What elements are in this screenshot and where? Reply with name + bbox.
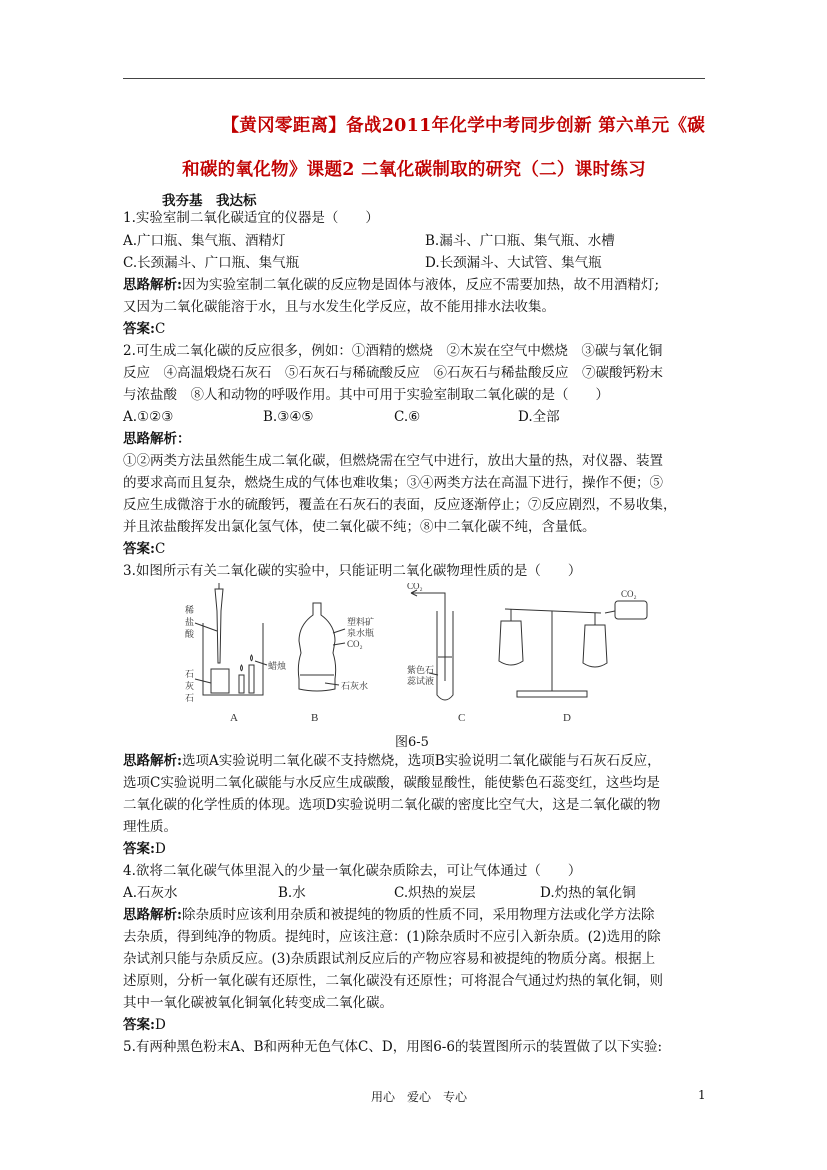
q3-stem: 3.如图所示有关二氧化碳的实验中，只能证明二氧化碳物理性质的是（ ） bbox=[123, 563, 582, 579]
q2-stem-line3: 与浓盐酸 ⑧人和动物的呼吸作用。其中可用于实验室制取二氧化碳的是（ ） bbox=[123, 387, 609, 403]
q4-option-d: D.灼热的氧化铜 bbox=[540, 885, 636, 901]
fig-d-co2: CO₂ bbox=[621, 589, 637, 599]
q2-stem-line2: 反应 ④高温煅烧石灰石 ⑤石灰石与稀硫酸反应 ⑥石灰石与稀盐酸反应 ⑦碳酸钙粉末 bbox=[123, 365, 663, 381]
fig-b-co2: CO₂ bbox=[347, 639, 363, 649]
q1-option-d: D.长颈漏斗、大试管、集气瓶 bbox=[425, 255, 602, 271]
q4-stem: 4.欲将二氧化碳气体里混入的少量一氧化碳杂质除去，可让气体通过（ ） bbox=[123, 863, 582, 879]
apparatus-d bbox=[499, 601, 647, 697]
q1-answer: 答案:C bbox=[123, 321, 166, 337]
q2-option-d: D.全部 bbox=[518, 409, 560, 425]
q3-answer: 答案:D bbox=[123, 841, 166, 857]
fig-label-b: B bbox=[311, 712, 319, 724]
q5-stem: 5.有两种黑色粉末A、B和两种无色气体C、D，用图6-6的装置图所示的装置做了以下实验: bbox=[123, 1039, 662, 1055]
q1-option-a: A.广口瓶、集气瓶、酒精灯 bbox=[123, 233, 286, 249]
figure-caption: 图6-5 bbox=[395, 735, 429, 750]
q1-option-b: B.漏斗、广口瓶、集气瓶、水槽 bbox=[425, 233, 615, 249]
q4-answer: 答案:D bbox=[123, 1017, 166, 1033]
fig-c-co2: CO₂ bbox=[407, 583, 423, 591]
fig-c-label-2: 蕊试液 bbox=[407, 676, 435, 686]
fig-c-label-1: 紫色石 bbox=[407, 665, 435, 675]
analysis-label: 思路解析: bbox=[123, 277, 182, 293]
fig-a-label-3: 酸 bbox=[185, 629, 195, 639]
doc-title-line2: 和碳的氧化物》课题2 二氧化碳制取的研究（二）课时练习 bbox=[182, 160, 646, 180]
q2-stem-line1: 2.可生成二氧化碳的反应很多，例如：①酒精的燃烧 ②木炭在空气中燃烧 ③碳与氧化铜 bbox=[123, 343, 663, 359]
q2-analysis-line2: 的要求高而且复杂，燃烧生成的气体也难收集；③④两类方法在高温下进行，操作不便；⑤ bbox=[123, 475, 663, 491]
q4-option-b: B.水 bbox=[278, 885, 306, 901]
q2-option-b: B.③④⑤ bbox=[263, 409, 314, 425]
q3-analysis-line2: 选项C实验说明二氧化碳能与水反应生成碳酸，碳酸显酸性，能使紫色石蕊变红，这些均是 bbox=[123, 775, 660, 791]
q4-analysis-line2: 去杂质，得到纯净的物质。提纯时，应该注意：(1)除杂质时不应引入新杂质。(2)选用的除 bbox=[123, 929, 661, 945]
q4-option-c: C.炽热的炭层 bbox=[394, 885, 476, 901]
fig-a-label-4: 石 bbox=[185, 669, 195, 679]
fig-a-candle-label: 蜡烛 bbox=[268, 661, 287, 671]
q2-analysis-line3: 反应生成微溶于水的硫酸钙，覆盖在石灰石的表面，反应逐渐停止；⑦反应剧烈，不易收集， bbox=[123, 497, 677, 513]
fig-a-label-2: 盐 bbox=[185, 617, 195, 627]
fig-a-label-5: 灰 bbox=[185, 681, 195, 691]
fig-label-a: A bbox=[230, 712, 238, 724]
section-heading: 我夯基 我达标 bbox=[162, 193, 257, 209]
q4-analysis-line4: 述原则，分析一氧化碳有还原性，二氧化碳没有还原性；可将混合气通过灼热的氧化铜，则 bbox=[123, 973, 663, 989]
footer-motto: 用心 爱心 专心 bbox=[371, 1090, 468, 1104]
fig-label-d: D bbox=[563, 712, 571, 724]
fig-a-label-6: 石 bbox=[185, 693, 195, 703]
fig-label-c: C bbox=[458, 712, 466, 724]
q1-analysis-line1: 思路解析:因为实验室制二氧化碳的反应物是固体与液体，反应不需要加热，故不用酒精灯; bbox=[123, 277, 660, 293]
q2-analysis-line4: 并且浓盐酸挥发出氯化氢气体，使二氧化碳不纯；⑧中二氧化碳不纯，含量低。 bbox=[123, 519, 596, 535]
q4-analysis-line1: 思路解析:除杂质时应该利用杂质和被提纯的物质的性质不同，采用物理方法或化学方法除 bbox=[123, 907, 655, 923]
q2-analysis-label: 思路解析： bbox=[123, 431, 191, 447]
q3-analysis-line1: 思路解析:选项A实验说明二氧化碳不支持燃烧，选项B实验说明二氧化碳能与石灰石反应， bbox=[123, 753, 661, 769]
q4-analysis-line5: 其中一氧化碳被氧化铜氧化转变成二氧化碳。 bbox=[123, 995, 393, 1011]
q4-option-a: A.石灰水 bbox=[123, 885, 178, 901]
q1-option-c: C.长颈漏斗、广口瓶、集气瓶 bbox=[123, 255, 300, 271]
q2-option-a: A.①②③ bbox=[123, 409, 174, 425]
q1-analysis-line2: 又因为二氧化碳能溶于水，且与水发生化学反应，故不能用排水法收集。 bbox=[123, 299, 555, 315]
fig-b-label-2: 泉水瓶 bbox=[347, 628, 375, 638]
q2-analysis-line1: ①②两类方法虽然能生成二氧化碳，但燃烧需在空气中进行，放出大量的热，对仪器、装置 bbox=[123, 453, 663, 469]
apparatus-b bbox=[298, 603, 345, 691]
q4-analysis-line3: 杂试剂只能与杂质反应。(3)杂质跟试剂反应后的产物应容易和被提纯的物质分离。根据上 bbox=[123, 951, 656, 967]
header-rule bbox=[123, 78, 705, 79]
apparatus-a bbox=[195, 583, 267, 695]
q3-analysis-line3: 二氧化碳的化学性质的体现。选项D实验说明二氧化碳的密度比空气大，这是二氧化碳的物 bbox=[123, 797, 661, 813]
q1-stem: 1.实验室制二氧化碳适宜的仪器是（ ） bbox=[123, 210, 379, 226]
fig-a-label-1: 稀 bbox=[185, 605, 195, 615]
q2-option-c: C.⑥ bbox=[394, 409, 421, 425]
q3-analysis-line4: 理性质。 bbox=[123, 819, 177, 835]
fig-b-label-1: 塑料矿 bbox=[347, 617, 375, 627]
page-number: 1 bbox=[698, 1088, 706, 1102]
figure-6-5 bbox=[175, 583, 655, 725]
doc-title-line1: 【黄冈零距离】备战2011年化学中考同步创新 第六单元《碳 bbox=[221, 116, 705, 136]
q2-answer: 答案:C bbox=[123, 541, 166, 557]
fig-b-lime: 石灰水 bbox=[341, 681, 369, 691]
